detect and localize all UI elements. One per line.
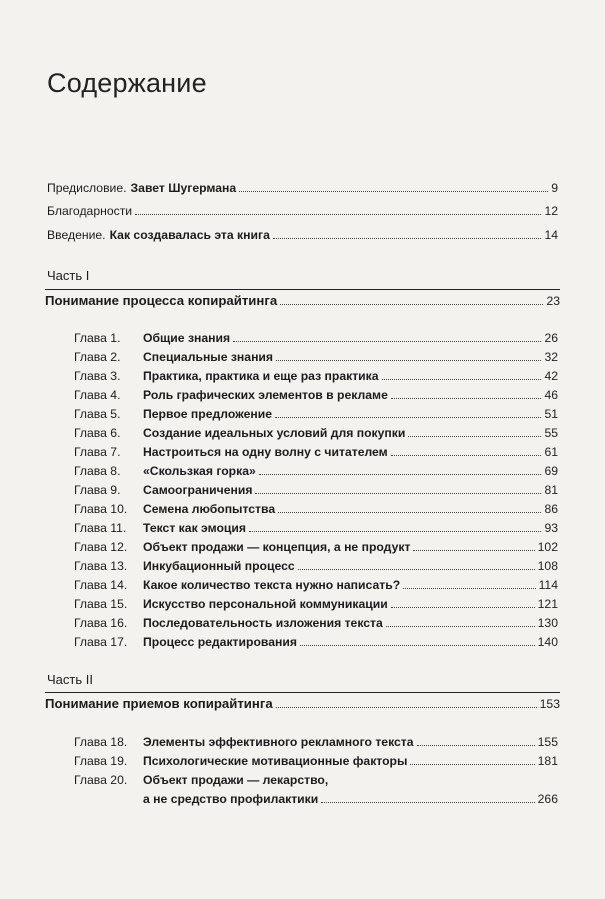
chapter-title: Инкубационный процесс: [143, 559, 295, 573]
chapter-page: 51: [544, 407, 558, 421]
dot-leader: [276, 360, 541, 361]
chapter-page: 86: [544, 502, 558, 516]
chapter-entry[interactable]: [74, 482, 558, 498]
chapter-entry[interactable]: [74, 368, 558, 384]
entry-page: 9: [551, 181, 558, 195]
chapter-title: Объект продажи — лекарство,: [143, 773, 329, 787]
chapter-title: Практика, практика и еще раз практика: [143, 369, 379, 383]
part-2-title-row[interactable]: [45, 692, 560, 711]
entry-prefix: Введение.: [47, 228, 106, 242]
dot-leader: [259, 474, 542, 475]
chapter-number: Глава 12.: [74, 540, 128, 554]
chapter-title: Элементы эффективного рекламного текста: [143, 735, 414, 749]
entry-page: 12: [544, 204, 558, 218]
chapter-number: Глава 4.: [74, 388, 121, 402]
chapter-entry[interactable]: [74, 425, 558, 441]
chapter-title: Какое количество текста нужно написать?: [143, 578, 401, 592]
chapter-number: Глава 13.: [74, 559, 128, 573]
dot-leader: [275, 417, 541, 418]
chapter-title: Искусство персональной коммуникации: [143, 597, 388, 611]
chapter-number: Глава 16.: [74, 616, 128, 630]
chapter-title: Последовательность изложения текста: [143, 616, 383, 630]
chapter-number: Глава 2.: [74, 350, 121, 364]
chapter-title: Настроиться на одну волну с читателем: [143, 445, 388, 459]
toc-entry-acknowledgements[interactable]: [47, 203, 558, 219]
part-1-title-row[interactable]: [45, 289, 560, 308]
dot-leader: [382, 379, 542, 380]
entry-title: Благодарности: [47, 204, 133, 218]
chapter-entry[interactable]: [74, 539, 558, 555]
chapter-page: 181: [537, 754, 558, 768]
chapter-page: 46: [544, 388, 558, 402]
chapter-page: 93: [544, 521, 558, 535]
chapter-title: Первое предложение: [143, 407, 272, 421]
chapter-page: 61: [544, 445, 558, 459]
dot-leader: [273, 238, 542, 239]
chapter-title: «Скользкая горка»: [143, 464, 256, 478]
chapter-page: 55: [544, 426, 558, 440]
chapter-entry[interactable]: [74, 634, 558, 650]
dot-leader: [280, 304, 543, 305]
chapter-entry-continued[interactable]: [143, 791, 558, 807]
chapter-page: 121: [537, 597, 558, 611]
chapter-page: 69: [544, 464, 558, 478]
dot-leader: [386, 626, 535, 627]
entry-title: Как создавалась эта книга: [109, 228, 270, 242]
dot-leader: [391, 455, 542, 456]
chapter-number: Глава 5.: [74, 407, 121, 421]
entry-page: 14: [544, 228, 558, 242]
chapter-page: 26: [544, 331, 558, 345]
chapter-number: Глава 3.: [74, 369, 121, 383]
chapter-number: Глава 1.: [74, 331, 121, 345]
chapter-title: Самоограничения: [143, 483, 253, 497]
chapter-title: Процесс редактирования: [143, 635, 297, 649]
dot-leader: [408, 436, 541, 437]
dot-leader: [391, 398, 542, 399]
chapter-title: Текст как эмоция: [143, 521, 247, 535]
chapter-number: Глава 17.: [74, 635, 128, 649]
chapter-entry[interactable]: [74, 463, 558, 479]
chapter-page: 81: [544, 483, 558, 497]
chapter-title: Объект продажи — концепция, а не продукт: [143, 540, 411, 554]
toc-entry-preface[interactable]: [47, 180, 558, 196]
chapter-page: 140: [537, 635, 558, 649]
chapter-number: Глава 6.: [74, 426, 121, 440]
chapter-number: Глава 14.: [74, 578, 128, 592]
dot-leader: [403, 588, 535, 589]
chapter-page: 266: [537, 792, 558, 806]
chapter-number: Глава 20.: [74, 773, 128, 787]
chapter-entry[interactable]: [74, 772, 558, 788]
chapter-number: Глава 11.: [74, 521, 127, 535]
chapter-number: Глава 18.: [74, 735, 128, 749]
toc-entry-introduction[interactable]: [47, 227, 558, 243]
entry-prefix: Предисловие.: [47, 181, 127, 195]
chapter-entry[interactable]: [74, 577, 558, 593]
dot-leader: [278, 512, 541, 513]
dot-leader: [417, 745, 535, 746]
dot-leader: [391, 607, 535, 608]
part-2-title: Понимание приемов копирайтинга: [45, 696, 273, 711]
chapter-entry[interactable]: [74, 406, 558, 422]
chapter-page: 32: [544, 350, 558, 364]
chapter-entry[interactable]: [74, 349, 558, 365]
chapter-page: 108: [537, 559, 558, 573]
dot-leader: [249, 531, 541, 532]
chapter-entry[interactable]: [74, 734, 558, 750]
dot-leader: [321, 802, 534, 803]
chapter-title: Психологические мотивационные факторы: [143, 754, 408, 768]
chapter-number: Глава 8.: [74, 464, 121, 478]
chapter-entry[interactable]: [74, 501, 558, 517]
chapter-title: Роль графических элементов в рекламе: [143, 388, 388, 402]
chapter-page: 102: [537, 540, 558, 554]
chapter-entry[interactable]: [74, 444, 558, 460]
dot-leader: [276, 707, 537, 708]
chapter-title: Семена любопытства: [143, 502, 276, 516]
entry-title: Завет Шугермана: [130, 181, 237, 195]
dot-leader: [413, 550, 534, 551]
part-1-label: Часть I: [47, 268, 90, 283]
chapter-page: 42: [544, 369, 558, 383]
chapter-number: Глава 15.: [74, 597, 128, 611]
part-1-title: Понимание процесса копирайтинга: [45, 293, 278, 308]
chapter-number: Глава 19.: [74, 754, 128, 768]
chapter-number: Глава 9.: [74, 483, 121, 497]
chapter-entry[interactable]: [74, 615, 558, 631]
chapter-entry[interactable]: [74, 330, 558, 346]
dot-leader: [410, 764, 534, 765]
chapter-page: 130: [537, 616, 558, 630]
chapter-entry[interactable]: [74, 753, 558, 769]
dot-leader: [135, 214, 541, 215]
page-title: Содержание: [47, 68, 207, 98]
dot-leader: [239, 191, 548, 192]
chapter-entry[interactable]: [74, 558, 558, 574]
dot-leader: [298, 569, 535, 570]
chapter-title: Создание идеальных условий для покупки: [143, 426, 406, 440]
chapter-title-line2: а не средство профилактики: [143, 792, 319, 806]
chapter-title: Общие знания: [143, 331, 231, 345]
part-1-page: 23: [546, 294, 560, 308]
chapter-entry[interactable]: [74, 387, 558, 403]
dot-leader: [255, 493, 541, 494]
chapter-title: Специальные знания: [143, 350, 274, 364]
chapter-page: 114: [538, 578, 558, 592]
part-2-page: 153: [539, 697, 560, 711]
part-2-label: Часть II: [47, 672, 93, 687]
chapter-entry[interactable]: [74, 520, 558, 536]
dot-leader: [233, 341, 541, 342]
chapter-page: 155: [537, 735, 558, 749]
chapter-entry[interactable]: [74, 596, 558, 612]
chapter-number: Глава 10.: [74, 502, 128, 516]
dot-leader: [300, 645, 535, 646]
chapter-number: Глава 7.: [74, 445, 121, 459]
